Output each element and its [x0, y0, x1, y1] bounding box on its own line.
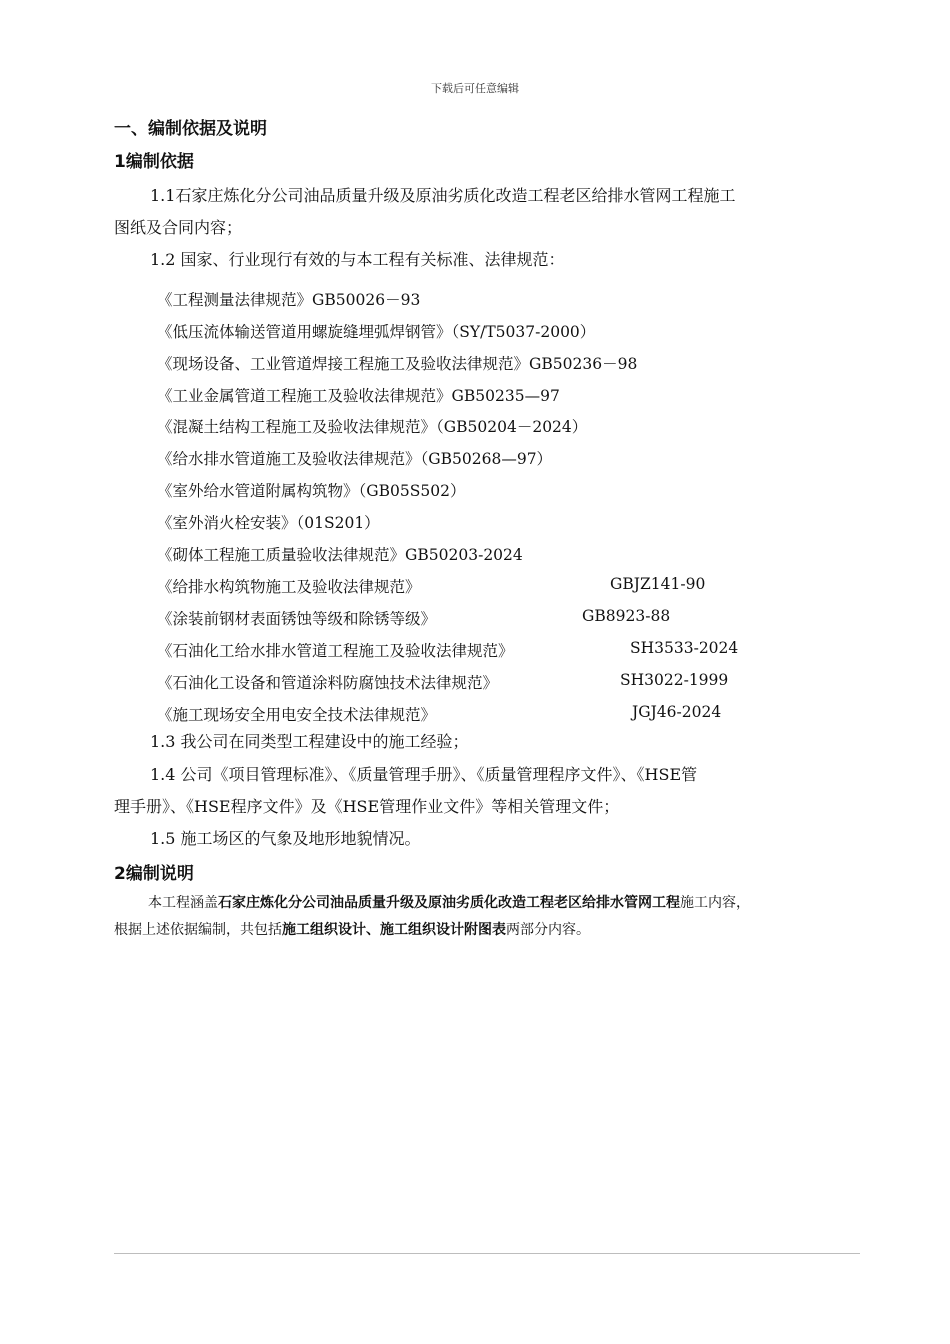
- paragraph-1-2: 1.2 国家、行业现行有效的与本工程有关标准、法律规范：: [150, 250, 565, 269]
- description-text: 施工内容，: [680, 895, 750, 911]
- description-line2: [114, 919, 590, 939]
- page-header: 下载后可任意编辑: [431, 82, 519, 95]
- standard-item: 《现场设备、工业管道焊接工程施工及验收法律规范》GB50236－98: [157, 355, 638, 373]
- section-title: 一、编制依据及说明: [114, 119, 267, 139]
- standard-code: SH3533-2024: [630, 639, 739, 657]
- footer-divider: [114, 1253, 860, 1254]
- description-text: 根据上述依据编制，共包括: [114, 922, 282, 938]
- paragraph-1-1-line2: 图纸及合同内容；: [114, 218, 243, 237]
- standard-item: 《石油化工给水排水管道工程施工及验收法律规范》: [157, 642, 514, 660]
- standard-code: SH3022-1999: [620, 671, 729, 689]
- standard-code: GBJZ141-90: [610, 575, 706, 593]
- standard-code: JGJ46-2024: [632, 703, 722, 721]
- standard-item: 《砌体工程施工质量验收法律规范》GB50203-2024: [157, 546, 523, 564]
- standard-item: 《工业金属管道工程施工及验收法律规范》GB50235—97: [157, 387, 560, 405]
- paragraph-1-4-line2: 理手册》、《HSE程序文件》及《HSE管理作业文件》等相关管理文件；: [114, 797, 620, 816]
- paragraph-1-4-line1: 1.4 公司《项目管理标准》、《质量管理手册》、《质量管理程序文件》、《HSE管: [150, 765, 698, 784]
- description-deliverables: 施工组织设计、施工组织设计附图表: [282, 922, 506, 938]
- paragraph-1-5: 1.5 施工场区的气象及地形地貌情况。: [150, 829, 421, 848]
- standard-item: 《石油化工设备和管道涂料防腐蚀技术法律规范》: [157, 674, 499, 692]
- standard-item: 《工程测量法律规范》GB50026－93: [157, 291, 421, 309]
- subsection-title-basis: 1编制依据: [114, 152, 194, 172]
- standard-item: 《室外消火栓安装》（01S201）: [157, 514, 380, 532]
- subsection-title-description: 2编制说明: [114, 864, 194, 884]
- description-line1: [148, 892, 750, 912]
- standard-item: 《给排水构筑物施工及验收法律规范》: [157, 578, 421, 596]
- paragraph-1-1-line1: 1.1石家庄炼化分公司油品质量升级及原油劣质化改造工程老区给排水管网工程施工: [150, 186, 736, 205]
- standard-item: 《混凝土结构工程施工及验收法律规范》（GB50204－2024）: [157, 418, 588, 436]
- standard-item: 《施工现场安全用电安全技术法律规范》: [157, 706, 437, 724]
- standard-item: 《给水排水管道施工及验收法律规范》（GB50268—97）: [157, 450, 553, 468]
- standard-item: 《室外给水管道附属构筑物》（GB05S502）: [157, 482, 466, 500]
- description-project-name: 石家庄炼化分公司油品质量升级及原油劣质化改造工程老区给排水管网工程: [218, 895, 680, 911]
- description-text: 两部分内容。: [506, 922, 590, 938]
- paragraph-1-3: 1.3 我公司在同类型工程建设中的施工经验；: [150, 732, 469, 751]
- description-text: 本工程涵盖: [148, 895, 218, 911]
- standard-item: 《低压流体输送管道用螺旋缝埋弧焊钢管》（SY/T5037-2000）: [157, 323, 596, 341]
- standard-item: 《涂装前钢材表面锈蚀等级和除锈等级》: [157, 610, 437, 628]
- standard-code: GB8923-88: [582, 607, 671, 625]
